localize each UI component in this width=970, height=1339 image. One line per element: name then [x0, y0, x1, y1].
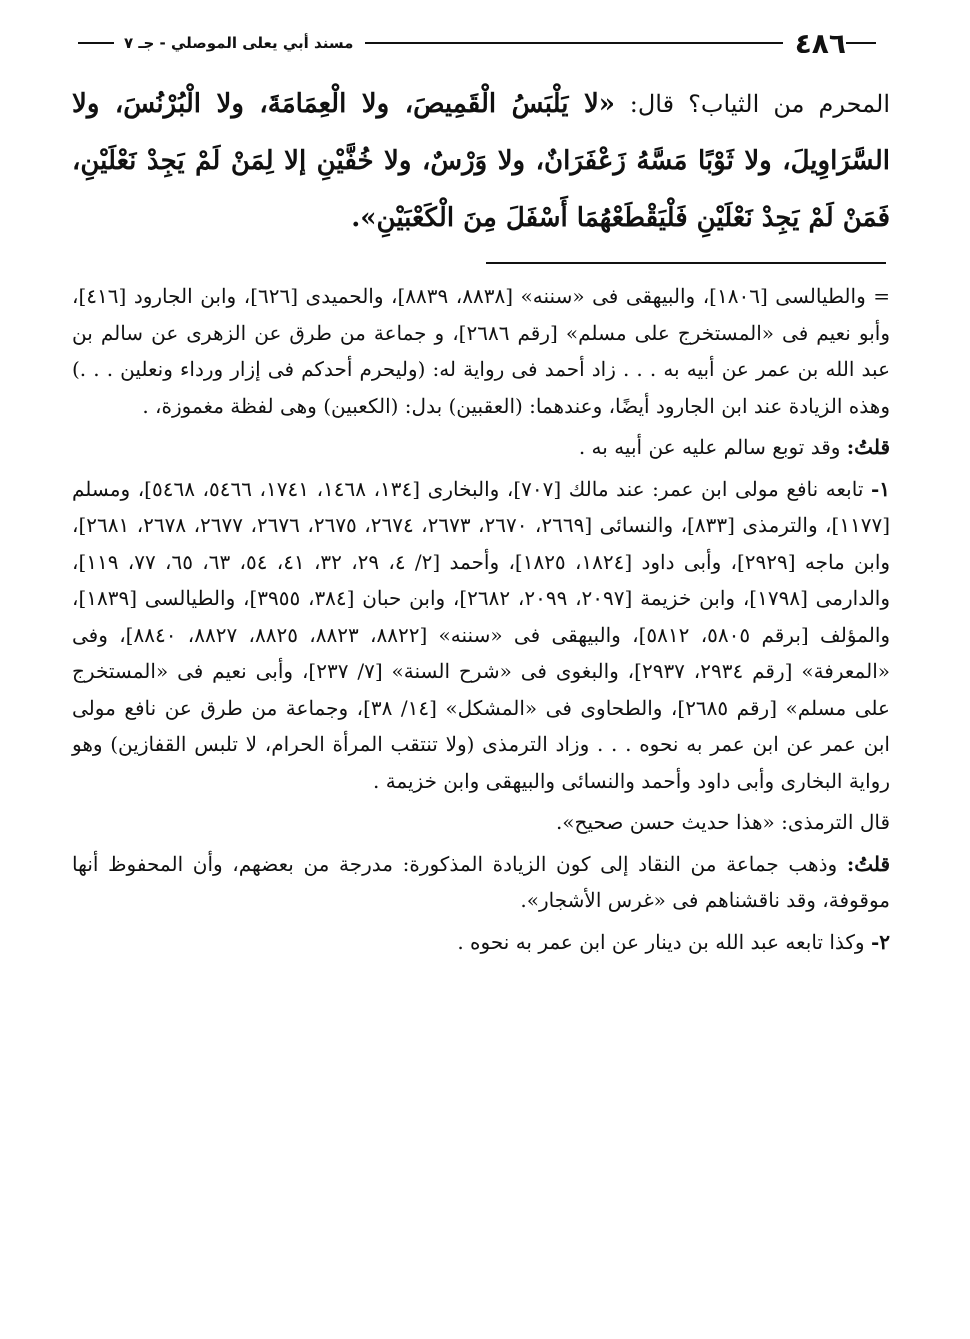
footnote-paragraph: قال الترمذى: «هذا حديث حسن صحيح».: [555, 810, 890, 834]
footnote-text: تابعه نافع مولى ابن عمر: عند مالك [٧٠٧]، والبخارى [١٣٤، ١٤٦٨، ١٧٤١، ٥٤٦٦، ٥٤٦٨]، ومسلم [١١٧٧]، والترمذى [٨٣٣]، والنسائى [٢٦٦٩، ٢٦٧٠، ٢٦٧٣، ٢٦٧٤، ٢٦٧٥، ٢٦٧٦، ٢٦٧٧، ٢٦٧٨، ٢٦٨١]، وابن ماجه [٢٩٢٩]، وأبى داود [١٨٢٤، ١٨٢٥]، وأحمد [٢/ ٤، ٢٩، ٣٢، ٤١، ٥٤، ٦٣، ٦٥، ٧٧، ١١٩]، والدارمى [١٧٩٨]، وابن خزيمة [٢٠٩٧، ٢٠٩٩، ٢٦٨٢]، وابن حبان [٣٨٤، ٣٩٥٥]، والطيالسى [١٨٣٩]، والمؤلف [برقم ٥٨٠٥، ٥٨١٢]، والبيهقى فى «سننه» [٨٨٢٢، ٨٨٢٣، ٨٨٢٥، ٨٨٢٧، ٨٨٤٠]، وفى «المعرفة» [رقم ٢٩٣٤، ٢٩٣٧]، والبغوى فى «شرح السنة» [٧/ ٢٣٧]، وأبى نعيم فى «المستخرج على مسلم» [رقم ٢٦٨٥]، والطحاوى فى «المشكل» [١٤/ ٣٨]، وجماعة من طرق عن نافع مولى ابن عمر عن ابن عمر به نحوه . . . وزاد الترمذى (ولا تنتقب المرأة الحرام، لا تلبس القفازين) وهو رواية البخارى وأبى داود وأحمد والنسائى والبيهقى وابن خزيمة .: [72, 476, 891, 793]
qultu-label: قلتُ:: [846, 435, 890, 459]
item-number: ١-: [870, 476, 891, 501]
footnote-paragraph: = والطيالسى [١٨٠٦]، والبيهقى فى «سننه» [٨٨٣٨، ٨٨٣٩]، والحميدى [٦٢٦]، وابن الجارود [٤١٦]، وأبو نعيم فى «المستخرج على مسلم» [رقم ٢٦٨٦]، و جماعة من طرق عن الزهرى عن سالم بن عبد الله بن عمر عن أبيه به . . . زاد أحمد فى رواية له: (وليحرم أحدكم فى إزار ورداء ونعلين . . .) وهذه الزيادة عند ابن الجارود أيضًا، وعندهما: (العقبين) بدل: (الكعبين) وهى لفظة مغموزة، .: [72, 284, 890, 418]
header-rule: [365, 42, 782, 44]
footnote-separator: [486, 262, 886, 264]
footnote-text: وقد توبع سالم عليه عن أبيه به .: [578, 435, 841, 459]
footnote-paragraph: [72, 471, 890, 800]
page-number: ٤٨٦: [794, 26, 846, 60]
footnote-paragraph: [72, 429, 890, 466]
footnote-paragraph: [72, 846, 890, 919]
footnote-text: وكذا تابعه عبد الله بن دينار عن ابن عمر به نحوه .: [457, 929, 865, 954]
book-title: مسند أبي يعلى الموصلي - جـ ٧: [124, 34, 354, 52]
hadith-lead: المحرم من الثياب؟ قال:: [629, 90, 890, 118]
footnotes: [72, 278, 890, 960]
running-header: [78, 26, 884, 60]
qultu-label: قلتُ:: [846, 851, 891, 876]
header-rule-left: [78, 42, 114, 44]
hadith-text: [72, 76, 890, 247]
footnote-paragraph: [72, 924, 890, 961]
footnote-text: وذهب جماعة من النقاد إلى كون الزيادة المذكورة: مدرجة من بعضهم، وأن المحفوظ أنها موقوفة، وقد ناقشناهم فى «غرس الأشجار».: [72, 851, 890, 912]
header-rule-right: [846, 42, 876, 44]
item-number: ٢-: [870, 929, 890, 954]
hadith-quote: «لا يَلْبَسُ الْقَمِيصَ، ولا الْعِمَامَةَ، ولا الْبُرْنُسَ، ولا السَّرَاوِيلَ، ولا ثَوْبًا مَسَّهُ زَعْفَرَانٌ، ولا وَرْسٌ، ولا خُفَّيْنِ إلا لِمَنْ لَمْ يَجِدْ نَعْلَيْنِ، فَمَنْ لَمْ يَجِدْ نَعْلَيْنِ فَلْيَقْطَعْهُمَا أَسْفَلَ مِنَ الْكَعْبَيْنِ».: [72, 89, 890, 233]
